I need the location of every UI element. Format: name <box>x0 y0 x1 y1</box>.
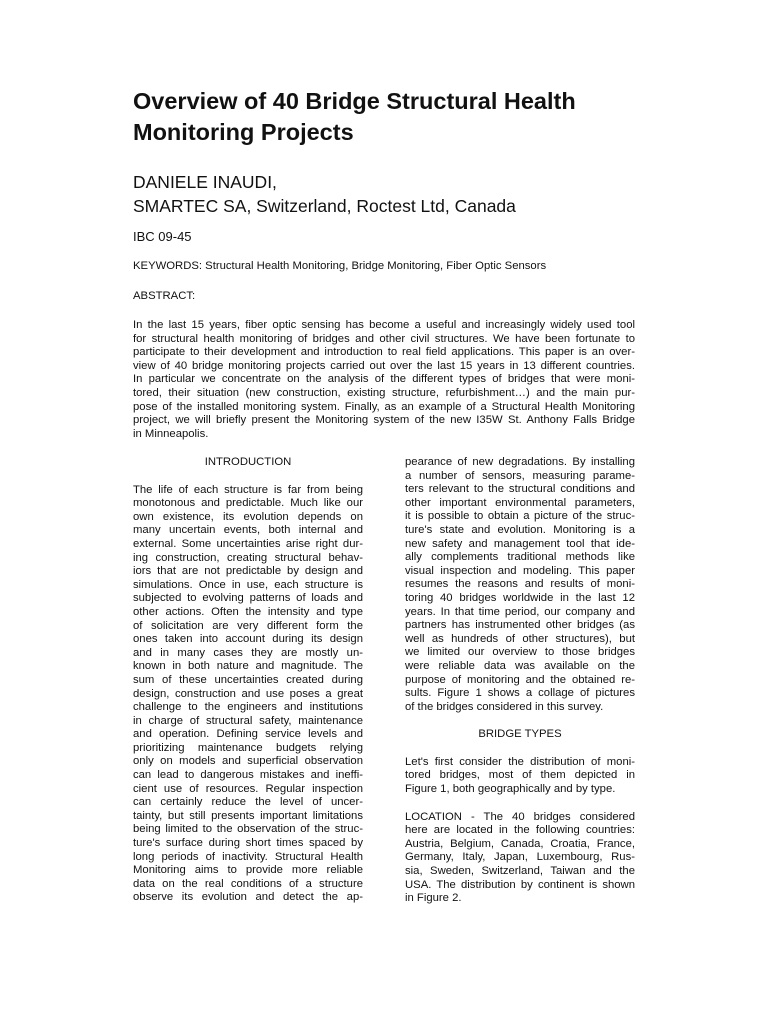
intro-continued-line: purpose of monitoring and the obtained re- <box>405 673 635 686</box>
location-line: LOCATION - The 40 bridges considered <box>405 810 635 823</box>
intro-continued-line: it is possible to obtain a picture of the struc- <box>405 510 635 523</box>
intro-continued-line: a number of sensors, measuring parame- <box>405 469 635 482</box>
author-name: DANIELE INAUDI, <box>133 172 277 192</box>
intro-line: tainty, but still presents important limitations <box>133 809 363 822</box>
intro-continued-line: ally complements traditional methods like <box>405 551 635 564</box>
intro-continued-line: new safety and management tool that ide- <box>405 537 635 550</box>
abstract-line: project, we will briefly present the Monitoring system of the new I35W St. Anthony Falls Bridge <box>133 414 635 427</box>
intro-line: ture's surface during short times spaced by <box>133 837 363 850</box>
paper-title: Overview of 40 Bridge Structural Health Monitoring Projects <box>133 88 576 145</box>
intro-continued-line: other important environmental parameters, <box>405 496 635 509</box>
intro-line: known in both nature and magnitude. The <box>133 660 363 673</box>
keywords-line: KEYWORDS: Structural Health Monitoring, Bridge Monitoring, Fiber Optic Sensors <box>133 260 547 272</box>
bridge-types-paragraph <box>405 756 635 797</box>
intro-line: simulations. Once in use, each structure is <box>133 578 363 591</box>
abstract-body <box>133 319 635 441</box>
location-line: sia, Sweden, Switzerland, Taiwan and the <box>405 865 635 878</box>
author-affiliation: SMARTEC SA, Switzerland, Roctest Ltd, Canada <box>133 196 516 216</box>
intro-continued-line: toring 40 bridges worldwide in the last 12 <box>405 591 635 604</box>
intro-continued-line: visual inspection and modeling. This paper <box>405 564 635 577</box>
intro-continued-line: resumes the reasons and results of moni- <box>405 578 635 591</box>
abstract-line: In the last 15 years, fiber optic sensing has become a useful and increasingly widely used tool <box>133 319 635 331</box>
intro-line: only on models and superficial observation <box>133 755 363 768</box>
abstract-line: participate to their development and introduction to real field applications. This paper is an over- <box>133 346 635 359</box>
intro-line: observe its evolution and detect the ap- <box>133 891 363 904</box>
bridge-types-line: Let's first consider the distribution of moni- <box>405 755 635 768</box>
intro-line: long periods of inactivity. Structural Health <box>133 850 363 863</box>
intro-line: subjected to evolving patterns of loads and <box>133 592 363 605</box>
intro-line: ones taken into account during its design <box>133 633 363 646</box>
intro-line: The life of each structure is far from being <box>133 483 363 496</box>
paper-code: IBC 09-45 <box>133 229 192 244</box>
intro-line: and in many cases they are mostly un- <box>133 646 363 659</box>
location-paragraph <box>405 811 635 906</box>
introduction-heading: INTRODUCTION <box>204 456 292 468</box>
intro-line: monotonous and predictable. Much like our <box>133 497 363 510</box>
intro-continued-line: of the bridges considered in this survey. <box>405 700 604 713</box>
intro-line: can lead to dangerous mistakes and ineffi- <box>133 769 363 782</box>
intro-line: can certainly reduce the level of uncer- <box>133 796 363 809</box>
intro-line: own existence, its evolution depends on <box>133 510 363 523</box>
intro-line: iors that are not predictable by design and <box>133 565 363 578</box>
intro-line: Monitoring aims to provide more reliable <box>133 864 363 877</box>
intro-continued-line: years. In that time period, our company and <box>405 605 635 618</box>
abstract-line: in Minneapolis. <box>133 427 209 440</box>
abstract-line: view of 40 bridge monitoring projects carried out over the last 15 years in 13 different countries. <box>133 359 635 372</box>
right-column <box>405 456 635 920</box>
bridge-types-heading: BRIDGE TYPES <box>478 728 562 741</box>
abstract-label: ABSTRACT: <box>133 290 196 302</box>
abstract-line: pose of the installed monitoring system. Finally, as an example of a Structural Health Monitoring <box>133 400 635 413</box>
location-line: in Figure 2. <box>405 892 462 905</box>
intro-line: challenge to the engineers and institutions <box>133 701 363 714</box>
abstract-line: tored, their situation (new construction, existing structure, refurbishment…) and the main pur- <box>133 386 635 399</box>
abstract-line: for structural health monitoring of bridges and other civil structures. We have been fortunate to <box>133 332 635 345</box>
intro-continued-line: pearance of new degradations. By installing <box>405 456 635 468</box>
intro-line: cient use of resources. Regular inspection <box>133 782 363 795</box>
intro-line: being limited to the observation of the struc- <box>133 823 363 836</box>
intro-line: data on the real conditions of a structure <box>133 877 363 890</box>
bridge-types-line: tored bridges, most of them depicted in <box>405 769 635 782</box>
intro-continued-line: were reliable data was available on the <box>405 659 635 672</box>
intro-continued-line: ters relevant to the structural conditions and <box>405 483 635 496</box>
intro-line: other actions. Often the intensity and type <box>133 605 363 618</box>
left-column <box>133 456 363 919</box>
introduction-paragraph <box>133 484 363 905</box>
intro-line: ing construction, creating structural behav- <box>133 551 363 564</box>
intro-line: in charge of structural safety, maintenance <box>133 714 363 727</box>
intro-line: external. Some uncertainties arise right dur- <box>133 537 363 550</box>
location-line: Austria, Belgium, Canada, Croatia, France, <box>405 837 635 850</box>
intro-line: of solicitation are very different form the <box>133 619 363 632</box>
location-line: here are located in the following countries: <box>405 824 635 837</box>
intro-continued-line: ture's state and evolution. Monitoring is a <box>405 523 635 536</box>
intro-line: design, construction and use poses a great <box>133 687 363 700</box>
introduction-continued-paragraph <box>405 456 635 714</box>
intro-line: and operation. Defining service levels and <box>133 728 363 741</box>
intro-continued-line: well as hundreds of other structures), but <box>405 632 635 645</box>
intro-continued-line: sults. Figure 1 shows a collage of pictures <box>405 687 635 700</box>
intro-continued-line: we limited our overview to those bridges <box>405 646 635 659</box>
location-line: Germany, Italy, Japan, Luxembourg, Rus- <box>405 851 635 864</box>
author-block <box>133 170 516 218</box>
intro-line: many uncertain events, both internal and <box>133 524 363 537</box>
location-line: USA. The distribution by continent is shown <box>405 878 635 891</box>
intro-line: prioritizing maintenance budgets relying <box>133 741 363 754</box>
abstract-line: In particular we concentrate on the analysis of the different types of bridges that were moni- <box>133 373 635 386</box>
bridge-types-line: Figure 1, both geographically and by type. <box>405 783 616 796</box>
intro-line: sum of these uncertainties created during <box>133 673 363 686</box>
intro-continued-line: partners has instrumented other bridges (as <box>405 619 635 632</box>
